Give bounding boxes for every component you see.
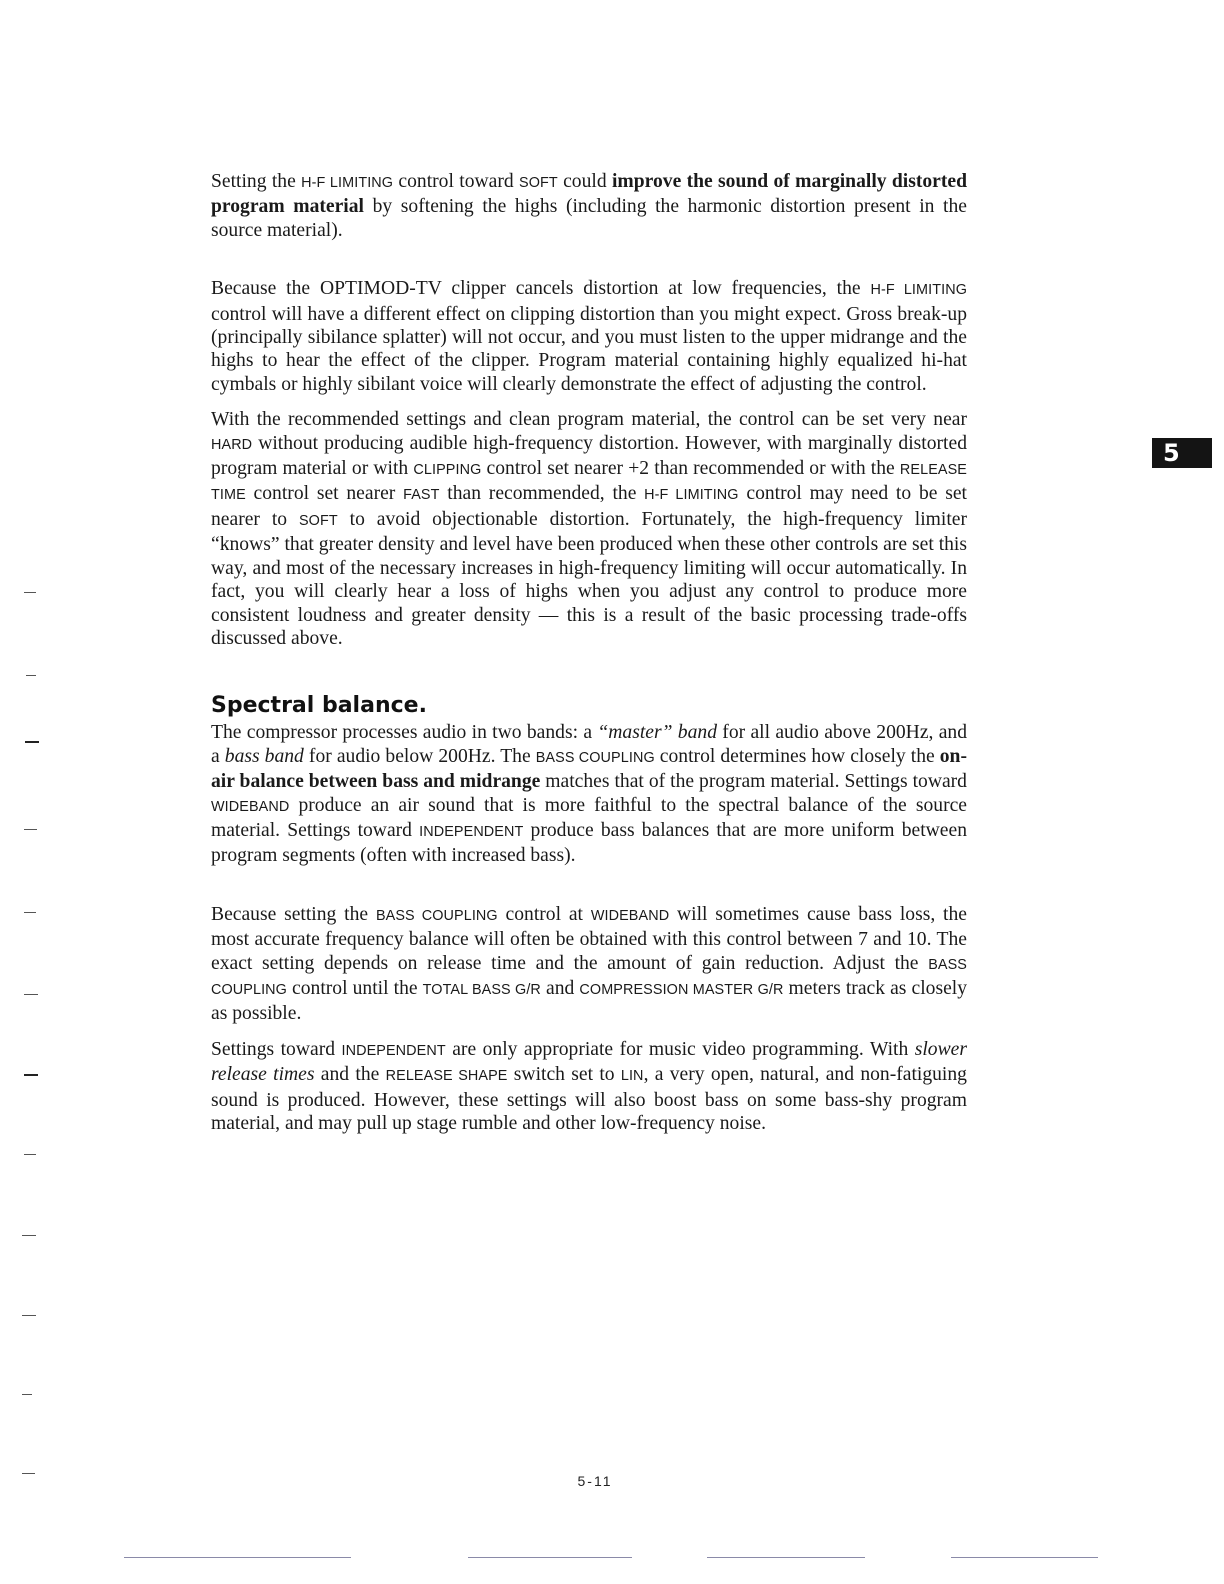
paragraph-recommended-settings — [211, 408, 967, 650]
margin-mark — [22, 1394, 32, 1395]
text-run: will sometimes cause bass loss, the most accurate frequency balance will often be obtained with this control between 7 and 10. The exact setting depends on release time and the amount of gain reduction. Adjust the — [211, 903, 967, 974]
text-run: Because the OPTIMOD-TV clipper cancels distortion at low frequencies, the — [211, 278, 871, 300]
section-tab: 5 — [1152, 438, 1212, 468]
control-name: BASS COUPLING — [535, 749, 655, 766]
text-run: Setting the — [211, 171, 302, 192]
control-name: H-F LIMITING — [644, 487, 739, 504]
control-name: TOTAL BASS G/R — [422, 981, 541, 998]
control-name: RELEASE SHAPE — [385, 1068, 508, 1085]
paragraph-independent-settings — [211, 1038, 967, 1136]
text-run: The compressor processes audio in two bands: a — [211, 722, 598, 744]
paragraph-hf-limiting-soft — [211, 170, 967, 242]
italic-text: slower release times — [211, 1038, 967, 1086]
margin-mark — [22, 1235, 36, 1236]
text-run: produce an air sound that is more faithful to the spectral balance of the source material. Settings toward — [211, 794, 967, 841]
page-content — [211, 170, 967, 1135]
margin-mark — [26, 675, 36, 676]
italic-text: bass band — [224, 745, 304, 767]
text-run: are only appropriate for music video programming. With — [445, 1038, 915, 1060]
italic-text: “master” band — [597, 722, 717, 744]
control-name: SOFT — [519, 175, 558, 191]
text-run: control set nearer — [245, 483, 404, 505]
margin-mark — [24, 1154, 36, 1155]
text-run: could — [557, 171, 612, 192]
page-number: 5-11 — [577, 1473, 613, 1489]
margin-mark — [24, 994, 38, 995]
control-name: INDEPENDENT — [341, 1042, 446, 1059]
control-name: INDEPENDENT — [419, 823, 524, 840]
bold-text: on-air balance between bass and midrange — [211, 745, 967, 793]
control-name: H-F LIMITING — [301, 175, 394, 191]
text-run: for audio below 200Hz. The — [303, 745, 536, 767]
margin-mark — [24, 592, 36, 593]
paragraph-clipper-distortion — [211, 277, 967, 396]
text-run: control until the — [286, 977, 423, 999]
bottom-rule — [468, 1557, 632, 1558]
text-run: control determines how closely the — [654, 745, 940, 767]
paragraph-compressor-bands — [211, 721, 967, 867]
text-run: by softening the highs (including the harmonic distortion present in the source material). — [211, 196, 967, 241]
margin-mark — [24, 829, 37, 830]
text-run: control may need to be set nearer to — [211, 483, 967, 530]
text-run: control will have a different effect on clipping distortion than you might expect. Gross break-up (principally sibilance splatter) will not occur, and you must listen to the upper midrange and the highs to hear the effect of the clipper. Program material containing highly equalized hi-hat cymbals or highly sibilant voice will clearly demonstrate the effect of adjusting the control. — [211, 303, 967, 395]
text-run: without producing audible high-frequency distortion. However, with marginally distorted program material or with — [211, 432, 967, 480]
text-run: Because setting the — [211, 903, 376, 925]
text-run: control at — [497, 903, 591, 925]
text-run: meters track as closely as possible. — [211, 977, 968, 1025]
text-run: produce bass balances that are more uniform between program segments (often with increased bass). — [211, 819, 967, 867]
margin-mark — [25, 741, 39, 743]
control-name: CLIPPING — [413, 462, 482, 479]
control-name: LIN — [620, 1068, 644, 1085]
control-name: COMPRESSION MASTER G/R — [579, 981, 784, 998]
text-run: With the recommended settings and clean program material, the control can be set very near — [211, 409, 967, 431]
text-run: than recommended, the — [439, 483, 645, 505]
control-name: WIDEBAND — [211, 798, 290, 815]
text-run: , a very open, natural, and non-fatiguing sound is produced. However, these settings will also boost bass on some bass-shy program material, and may pull up stage rumble and other low-frequency noise. — [211, 1064, 967, 1134]
text-run: for all audio above 200Hz, and a — [211, 722, 968, 767]
margin-mark — [22, 1315, 36, 1316]
bold-text: improve the sound of marginally distorted program material — [211, 171, 967, 218]
text-run: and — [540, 977, 580, 999]
control-name: FAST — [403, 487, 440, 504]
control-name: H-F LIMITING — [870, 282, 967, 299]
margin-mark — [24, 1074, 38, 1076]
control-name: SOFT — [298, 512, 338, 529]
bottom-rule — [951, 1557, 1098, 1558]
text-run: to avoid objectionable distortion. Fortunately, the high-frequency limiter “knows” that greater density and level have been produced when these other controls are set this way, and most of the necessary increases in high-frequency limiting will occur automatically. In fact, you will clearly hear a loss of highs when you adjust any control to produce more consistent loudness and greater density — this is a result of the basic processing trade-offs discussed above. — [211, 508, 967, 649]
control-name: BASS COUPLING — [211, 956, 967, 998]
control-name: HARD — [211, 436, 253, 453]
control-name: WIDEBAND — [590, 907, 670, 924]
text-run: control toward — [393, 171, 519, 192]
text-run: and the — [314, 1064, 386, 1086]
section-heading-spectral-balance: Spectral balance. — [211, 693, 427, 719]
bottom-rule — [124, 1557, 351, 1558]
text-run: matches that of the program material. Settings toward — [540, 771, 967, 793]
text-run: control set nearer +2 than recommended or with the — [481, 458, 900, 480]
control-name: RELEASE TIME — [211, 462, 967, 504]
control-name: BASS COUPLING — [375, 907, 498, 924]
margin-mark — [22, 1473, 35, 1474]
margin-mark — [24, 912, 36, 913]
text-run: switch set to — [507, 1064, 621, 1086]
text-run: Settings toward — [211, 1038, 342, 1060]
paragraph-bass-coupling — [211, 903, 967, 1026]
bottom-rule — [707, 1557, 865, 1558]
